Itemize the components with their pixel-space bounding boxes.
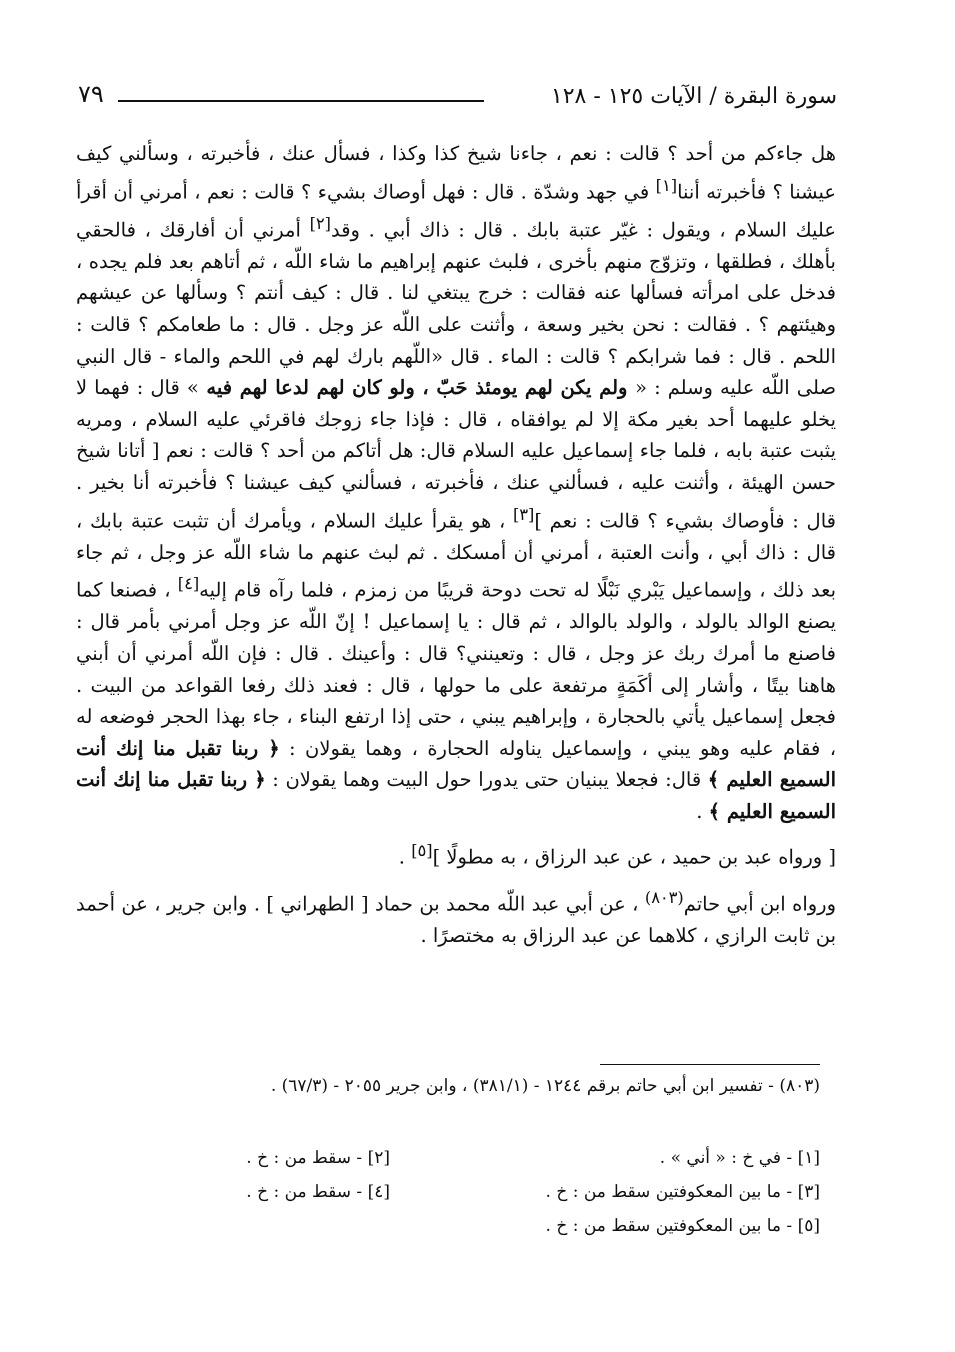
footnote-ref: [٤]: [177, 574, 200, 594]
text-run: » قال : فهما لا يخلو عليهما أحد بغير مكة إلا لم يوافقاه ، قال : فإذا جاء زوجك فاقرئي عليه السلام ، ومريه يثبت عتبة بابه ، فلما جاء إسماعيل عليه السلام قال: هل أتاكم من أحد ؟ قالت : نعم [ أتانا شيخ حسن الهيئة ، وأثنت عليه ، فسألني عنك ، فأخبرته ، فسألني كيف عيشنا ؟ فأخبرته أنا بخير . قال : فأوصاك بشيء ؟ قالت : نعم ]: [76, 376, 836, 533]
text-run: ، عن أبي عبد اللّه محمد بن حماد [ الطهراني ] . وابن جرير ، عن أحمد بن ثابت الرازي ، كلاهما عن عبد الرزاق به مختصرًا .: [76, 892, 836, 947]
narration-note: [76, 835, 836, 873]
footnote-ref: [٥]: [411, 841, 433, 861]
text-run: ، هو يقرأ عليك السلام ، ويأمرك أن تثبت عتبة بابك ، قال : ذاك أبي ، وأنت العتبة ، أمرني أن أمسكك . ثم لبث عنهم ما شاء اللّه عز وجل ، ثم جاء بعد ذلك ، وإسماعيل يَبْري نَبْلًا له تحت دوحة قريبًا من زمزم ، فلما رآه قام إليه: [76, 509, 836, 602]
header-rule: [118, 100, 484, 102]
footnote-ref: (٨٠٣): [644, 887, 684, 907]
text-run: في جهد وشدّة . قال : فهل أوصاك بشيء ؟ قالت : نعم ، أمرني أن أقرأ عليك السلام ، ويقول : غيّر عتبة بابك . قال : ذاك أبي . وقد: [76, 180, 836, 242]
footnote-3: [٣] - ما بين المعكوفتين سقط من : خ .: [545, 1182, 820, 1202]
page-number: ٧٩: [78, 80, 104, 108]
text-run: قال: فجعلا يبنيان حتى يدورا حول البيت وهما يقولان :: [265, 768, 708, 792]
footnote-ref: [٣]: [512, 504, 535, 524]
footnote-4: [٤] - سقط من : خ .: [246, 1182, 390, 1202]
footnote-2: [٢] - سقط من : خ .: [246, 1148, 390, 1168]
narrative-paragraph: [76, 138, 836, 827]
text-run: .: [696, 799, 709, 823]
text-run: هل جاءكم من أحد ؟ قالت : نعم ، جاءنا شيخ كذا وكذا ، فسأل عنك ، فأخبرته ، وسألني كيف عيشنا ؟ فأخبرته أننا: [76, 142, 836, 204]
text-run: [ ورواه عبد بن حميد ، عن عبد الرزاق ، به مطولًا ]: [432, 845, 836, 869]
hadith-quote: ولم يكن لهم يومئذ حَبّ ، ولو كان لهم لدعا لهم فيه: [198, 376, 636, 400]
running-title: سورة البقرة / الآيات ١٢٥ - ١٢٨: [550, 84, 837, 109]
text-run: ، فصنعا كما يصنع الوالد بالولد ، والولد بالوالد ، ثم قال : يا إسماعيل ! إنّ اللّه عز وجل أمرني بأمر قال : فاصنع ما أمرك ربك عز وجل ، قال : وتعينني؟ قال : وأعينك . قال : فإن اللّه أمرني أن أبني هاهنا بيتًا ، وأشار إلى أكَمَةٍ مرتفعة على ما حولها ، قال : فعند ذلك رفعا القواعد من البيت . فجعل إسماعيل يأتي بالحجارة ، وإبراهيم يبني ، حتى إذا ارتفع البناء ، جاء بهذا الحجر فوضعه له ، فقام عليه وهو يبني ، وإسماعيل يناوله الحجارة ، وهما يقولان :: [76, 578, 836, 760]
quran-verse: ﴿ ربنا تقبل منا إنك أنت السميع العليم ﴾: [76, 736, 836, 792]
main-text: [76, 138, 836, 951]
text-run: .: [398, 845, 412, 869]
footnote-5: [٥] - ما بين المعكوفتين سقط من : خ .: [545, 1216, 820, 1236]
footnote-803: (٨٠٣) - تفسير ابن أبي حاتم برقم ١٢٤٤ - (٣٨١/١) ، وابن جرير ٢٠٥٥ - (٦٧/٣) .: [270, 1076, 820, 1096]
footnote-ref: [٢]: [309, 213, 331, 233]
quran-verse: ﴿ ربنا تقبل منا إنك أنت السميع العليم ﴾: [76, 768, 836, 823]
footnote-ref: [١]: [655, 175, 678, 195]
text-run: أمرني أن أفارقك ، فالحقي بأهلك ، فطلقها ، وتزوّج منهم بأخرى ، فلبث عنهم إبراهيم ما شاء اللّه ، ثم أتاهم بعد فلم يجده ، فدخل على امرأته فسألها عنه فقالت : خرج يبتغي لنا . قال : كيف أنتم ؟ وسألها عن عيشهم وهيئتهم ؟ . فقالت : نحن بخير وسعة ، وأثنت على اللّه عز وجل . قال : ما طعامكم ؟ قالت : اللحم . قال : فما شرابكم ؟ قالت : الماء . قال «اللّهم بارك لهم في اللحم والماء - قال النبي صلى اللّه عليه وسلم : «: [76, 218, 836, 400]
footnote-rule: [600, 1064, 820, 1065]
footnote-1: [١] - في خ : « أني » .: [659, 1148, 820, 1168]
text-run: ورواه ابن أبي حاتم: [683, 892, 836, 916]
narration-note: [76, 882, 836, 952]
